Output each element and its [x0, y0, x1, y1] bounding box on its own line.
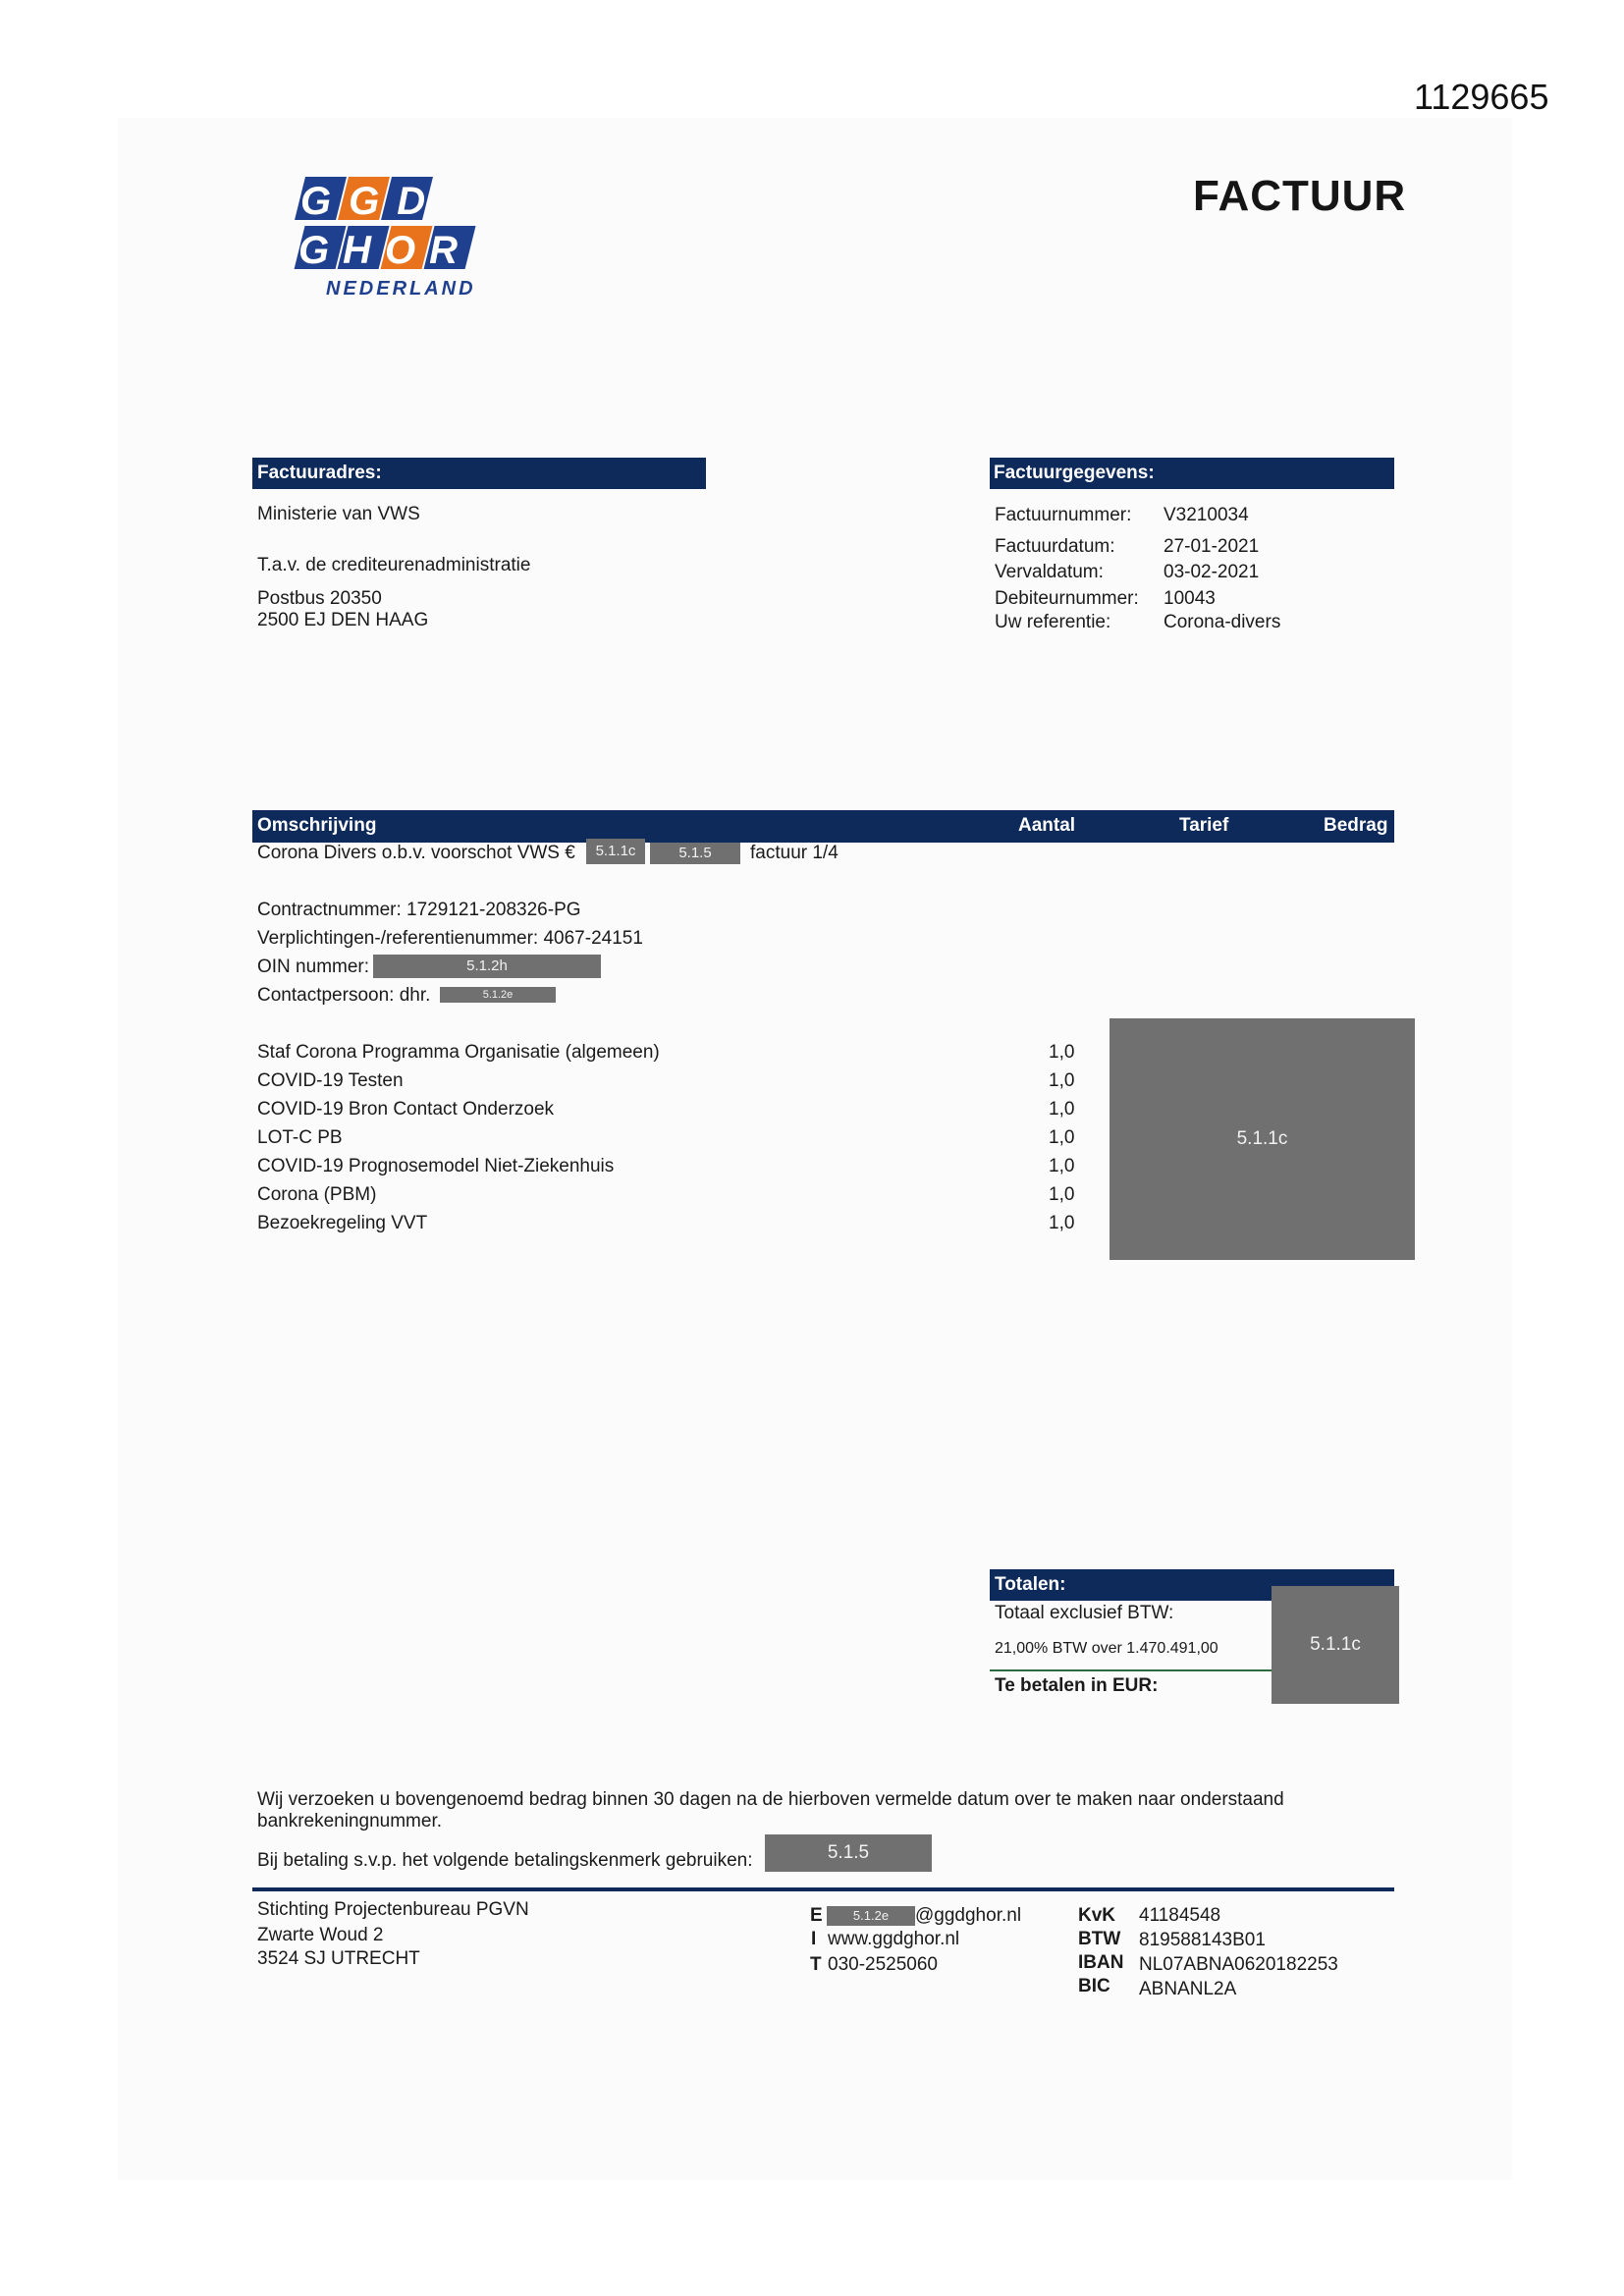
payment-reference-label: Bij betaling s.v.p. het volgende betalingskenmerk gebruiken: [257, 1850, 753, 1871]
item-quantity: 1,0 [1049, 1070, 1075, 1091]
invoice-details-header: Factuurgegevens: [990, 458, 1394, 489]
document-number: 1129665 [1414, 77, 1549, 117]
item-quantity: 1,0 [1049, 1042, 1075, 1063]
btw-label: BTW [1078, 1929, 1121, 1949]
due-date-label: Vervaldatum: [995, 562, 1104, 582]
totals-divider [990, 1669, 1274, 1671]
item-quantity: 1,0 [1049, 1184, 1075, 1205]
footer-city: 3524 SJ UTRECHT [257, 1948, 420, 1969]
item-description: LOT-C PB [257, 1127, 343, 1148]
billing-name: Ministerie van VWS [257, 504, 420, 524]
payment-request: Wij verzoeken u bovengenoemd bedrag binnen 30 dagen na de hierboven vermelde datum over te maken naar onderstaand bankrekeningnummer. [257, 1789, 1284, 1831]
due-date-value: 03-02-2021 [1164, 562, 1260, 582]
debtor-number-label: Debiteurnummer: [995, 588, 1139, 609]
footer-street: Zwarte Woud 2 [257, 1925, 384, 1945]
invoice-number-label: Factuurnummer: [995, 505, 1132, 525]
contact-label: Contactpersoon: dhr. [257, 985, 431, 1006]
bic-label: BIC [1078, 1976, 1110, 1996]
billing-attention: T.a.v. de crediteurenadministratie [257, 555, 531, 575]
redaction-item-amounts: 5.1.1c [1110, 1018, 1415, 1260]
intro-line-suffix: factuur 1/4 [750, 843, 839, 863]
item-description: Bezoekregeling VVT [257, 1213, 428, 1233]
column-quantity: Aantal [1018, 815, 1076, 836]
phone-label: T [810, 1954, 822, 1975]
intro-line-prefix: Corona Divers o.b.v. voorschot VWS € [257, 843, 575, 863]
billing-address-header: Factuuradres: [252, 458, 706, 489]
redaction-reference: 5.1.5 [650, 843, 740, 864]
logo-line-nederland: NEDERLAND [326, 278, 476, 300]
kvk-number: 41184548 [1139, 1905, 1221, 1926]
column-rate: Tarief [1179, 815, 1229, 836]
website: www.ggdghor.nl [828, 1929, 960, 1949]
billing-city: 2500 EJ DEN HAAG [257, 610, 429, 630]
obligation-reference: Verplichtingen-/referentienummer: 4067-24151 [257, 928, 643, 949]
item-quantity: 1,0 [1049, 1156, 1075, 1176]
total-excl-vat-label: Totaal exclusief BTW: [995, 1603, 1174, 1623]
redaction-payment-reference: 5.1.5 [765, 1834, 932, 1872]
iban-number: NL07ABNA0620182253 [1139, 1954, 1338, 1975]
totals-header: Totalen: [990, 1569, 1394, 1601]
logo-line-ghor: GHOR [298, 229, 471, 272]
iban-label: IBAN [1078, 1952, 1124, 1973]
kvk-label: KvK [1078, 1905, 1116, 1926]
vat-line-label: 21,00% BTW over 1.470.491,00 [995, 1640, 1218, 1657]
item-quantity: 1,0 [1049, 1127, 1075, 1148]
phone-number: 030-2525060 [828, 1954, 938, 1975]
email-label: E [810, 1905, 823, 1926]
btw-number: 819588143B01 [1139, 1930, 1266, 1950]
redaction-contact: 5.1.2e [440, 987, 556, 1003]
bic-code: ABNANL2A [1139, 1979, 1237, 1999]
web-label: I [811, 1929, 817, 1949]
amount-due-label: Te betalen in EUR: [995, 1675, 1159, 1696]
item-quantity: 1,0 [1049, 1213, 1075, 1233]
item-description: COVID-19 Bron Contact Onderzoek [257, 1099, 555, 1120]
item-description: COVID-19 Prognosemodel Niet-Ziekenhuis [257, 1156, 615, 1176]
footer-rule [252, 1887, 1394, 1891]
billing-street: Postbus 20350 [257, 588, 382, 609]
contract-number: Contractnummer: 1729121-208326-PG [257, 900, 581, 920]
oin-label: OIN nummer: [257, 957, 370, 977]
footer-org: Stichting Projectenbureau PGVN [257, 1899, 529, 1920]
redaction-email: 5.1.2e [827, 1906, 915, 1926]
your-reference-value: Corona-divers [1164, 612, 1281, 632]
column-description: Omschrijving [257, 815, 377, 836]
redaction-oin: 5.1.2h [373, 955, 601, 978]
email-domain: @ggdghor.nl [915, 1905, 1022, 1926]
invoice-number-value: V3210034 [1164, 505, 1249, 525]
item-description: Corona (PBM) [257, 1184, 377, 1205]
your-reference-label: Uw referentie: [995, 612, 1111, 632]
column-amount: Bedrag [1324, 815, 1388, 836]
redaction-amount: 5.1.1c [586, 839, 645, 864]
item-description: COVID-19 Testen [257, 1070, 404, 1091]
invoice-date-label: Factuurdatum: [995, 536, 1115, 557]
invoice-title: FACTUUR [1193, 172, 1407, 220]
item-description: Staf Corona Programma Organisatie (algemeen) [257, 1042, 660, 1063]
invoice-date-value: 27-01-2021 [1164, 536, 1260, 557]
debtor-number-value: 10043 [1164, 588, 1216, 609]
redaction-totals: 5.1.1c [1272, 1586, 1399, 1704]
invoice-lines-header [252, 810, 1394, 843]
ggd-ghor-logo [271, 173, 497, 301]
item-quantity: 1,0 [1049, 1099, 1075, 1120]
logo-line-ggd: GGD [300, 180, 444, 223]
